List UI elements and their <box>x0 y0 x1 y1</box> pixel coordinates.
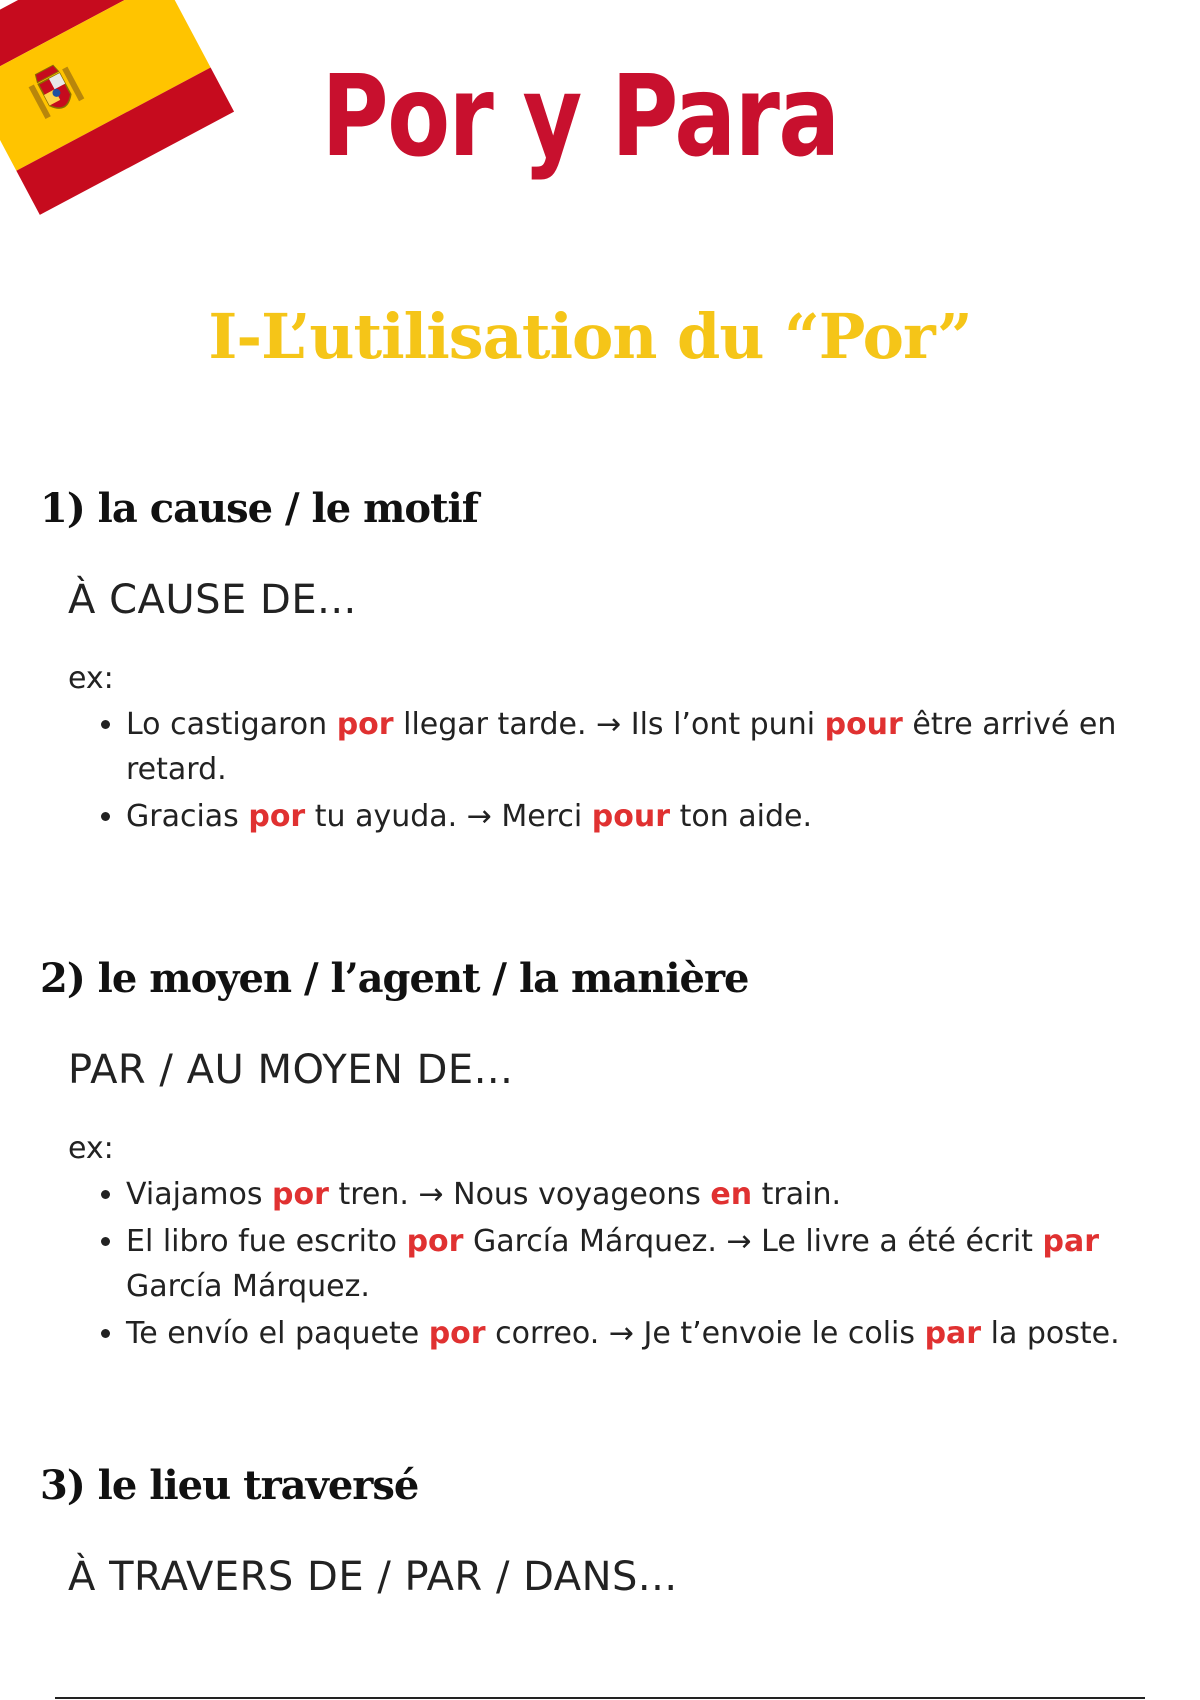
example-item <box>126 1311 1160 1356</box>
example-text: correo. → Je t’envoie le colis <box>485 1316 925 1351</box>
example-label: ex: <box>68 1131 114 1166</box>
section-heading: I-L’utilisation du “Por” <box>208 300 972 373</box>
highlight-word: por <box>406 1224 464 1259</box>
example-list <box>40 1172 1160 1356</box>
highlight-word: por <box>248 799 306 834</box>
highlight-word: pour <box>591 799 671 834</box>
highlight-word: por <box>428 1316 486 1351</box>
topic-meaning: À TRAVERS DE / PAR / DANS... <box>68 1554 678 1600</box>
example-text: llegar tarde. → Ils l’ont puni <box>393 707 825 742</box>
highlight-word: pour <box>824 707 903 742</box>
example-item <box>126 702 1160 792</box>
example-item <box>126 1219 1160 1309</box>
topic-heading: 2) le moyen / l’agent / la manière <box>40 955 749 1002</box>
example-text: García Márquez. <box>126 1269 370 1304</box>
example-label: ex: <box>68 661 114 696</box>
highlight-word: por <box>336 707 394 742</box>
example-text: train. <box>752 1177 842 1212</box>
topic-section-1 <box>40 485 1160 841</box>
example-text: El libro fue escrito <box>126 1224 407 1259</box>
example-text: être arrivé en retard. <box>126 707 1117 787</box>
topic-section-3 <box>40 1462 1160 1600</box>
topic-meaning: PAR / AU MOYEN DE... <box>68 1047 514 1093</box>
topic-section-2 <box>40 955 1160 1358</box>
highlight-word: par <box>1042 1224 1099 1259</box>
example-text: García Márquez. → Le livre a été écrit <box>463 1224 1043 1259</box>
example-text: Te envío el paquete <box>126 1316 429 1351</box>
bottom-divider <box>55 1697 1145 1699</box>
topic-meaning: À CAUSE DE... <box>68 577 357 623</box>
highlight-word: por <box>272 1177 329 1212</box>
topic-heading: 3) le lieu traversé <box>40 1462 419 1509</box>
example-text: tu ayuda. → Merci <box>305 799 592 834</box>
example-text: la poste. <box>981 1316 1120 1351</box>
page-title: Por y Para <box>321 52 839 182</box>
example-item <box>126 1172 1160 1217</box>
example-text: Gracias <box>126 799 249 834</box>
highlight-word: en <box>710 1177 753 1212</box>
highlight-word: par <box>924 1316 982 1351</box>
example-item <box>126 794 1160 839</box>
example-text: Lo castigaron <box>126 707 337 742</box>
example-text: tren. → Nous voyageons <box>328 1177 711 1212</box>
example-text: ton aide. <box>670 799 813 834</box>
example-list <box>40 702 1160 839</box>
topic-heading: 1) la cause / le motif <box>40 485 478 532</box>
example-text: Viajamos <box>126 1177 273 1212</box>
